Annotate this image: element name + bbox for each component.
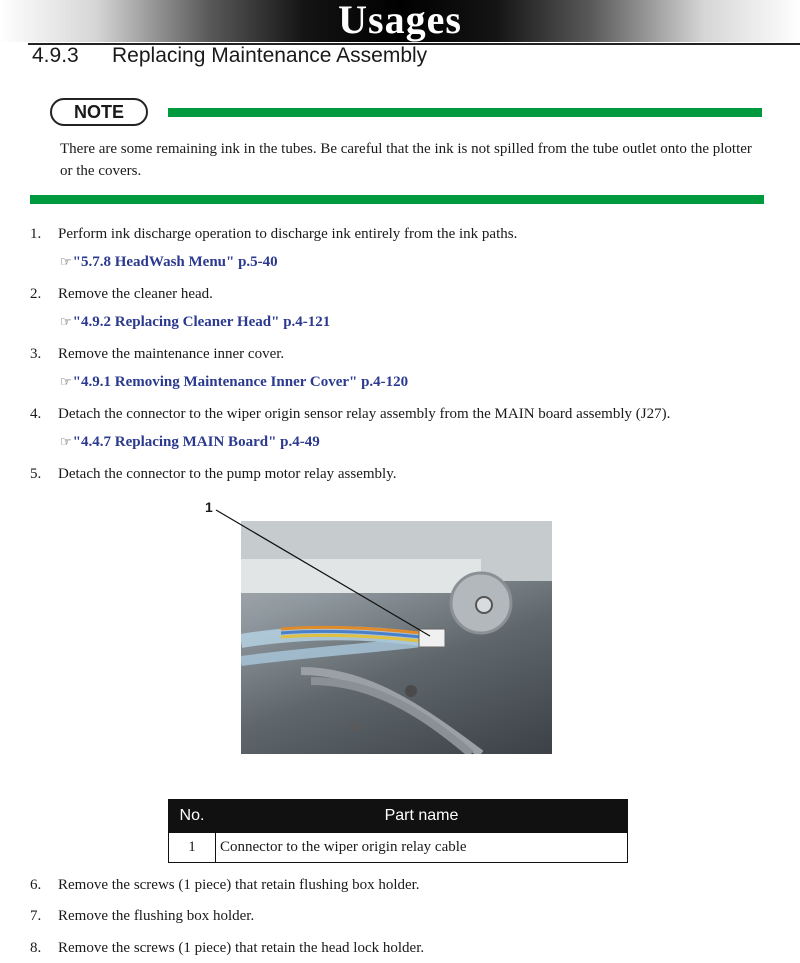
step-7: 7. Remove the flushing box holder. (30, 908, 255, 924)
step-4-reference-link[interactable]: ☞"4.4.7 Replacing MAIN Board" p.4-49 (60, 434, 320, 450)
step-3: 3. Remove the maintenance inner cover. (30, 346, 285, 362)
step-6: 6. Remove the screws (1 piece) that retain flushing box holder. (30, 877, 420, 893)
maintenance-assembly-photo (241, 521, 552, 754)
part-number: 1 (169, 833, 216, 863)
step-4: 4. Detach the connector to the wiper origin sensor relay assembly from the MAIN board assembly (J27). (30, 406, 671, 422)
header-part-name: Part name (216, 800, 628, 833)
step-2-reference-link[interactable]: ☞"4.9.2 Replacing Cleaner Head" p.4-121 (60, 314, 331, 330)
section-number: 4.9.3 (32, 44, 79, 67)
note-bottom-bar (30, 195, 764, 204)
usages-banner (0, 0, 800, 42)
step-3-reference-link[interactable]: ☞"4.9.1 Removing Maintenance Inner Cover" p.4-120 (60, 374, 409, 390)
note-top-bar (168, 108, 762, 117)
photo-illustration (241, 521, 552, 754)
part-name: Connector to the wiper origin relay cable (216, 833, 628, 863)
callout-number: 1 (205, 499, 213, 515)
table-row (169, 833, 628, 863)
reference-hand-icon: ☞ (60, 374, 72, 389)
step-1: 1. Perform ink discharge operation to discharge ink entirely from the ink paths. (30, 226, 518, 242)
section-heading (32, 44, 427, 68)
step-2: 2. Remove the cleaner head. (30, 286, 213, 302)
step-1-reference-link[interactable]: ☞"5.7.8 HeadWash Menu" p.5-40 (60, 254, 278, 270)
section-title: Replacing Maintenance Assembly (112, 44, 428, 67)
step-5: 5. Detach the connector to the pump motor relay assembly. (30, 466, 397, 482)
header-no: No. (169, 800, 216, 833)
reference-hand-icon: ☞ (60, 314, 72, 329)
parts-table (168, 799, 628, 863)
step-8: 8. Remove the screws (1 piece) that retain the head lock holder. (30, 940, 425, 956)
note-text: There are some remaining ink in the tubes. Be careful that the ink is not spilled from the tube outlet onto the plotter or the covers. (60, 141, 752, 179)
note-label: NOTE (50, 98, 148, 126)
reference-hand-icon: ☞ (60, 434, 72, 449)
banner-title: Usages (338, 0, 462, 42)
reference-hand-icon: ☞ (60, 254, 72, 269)
